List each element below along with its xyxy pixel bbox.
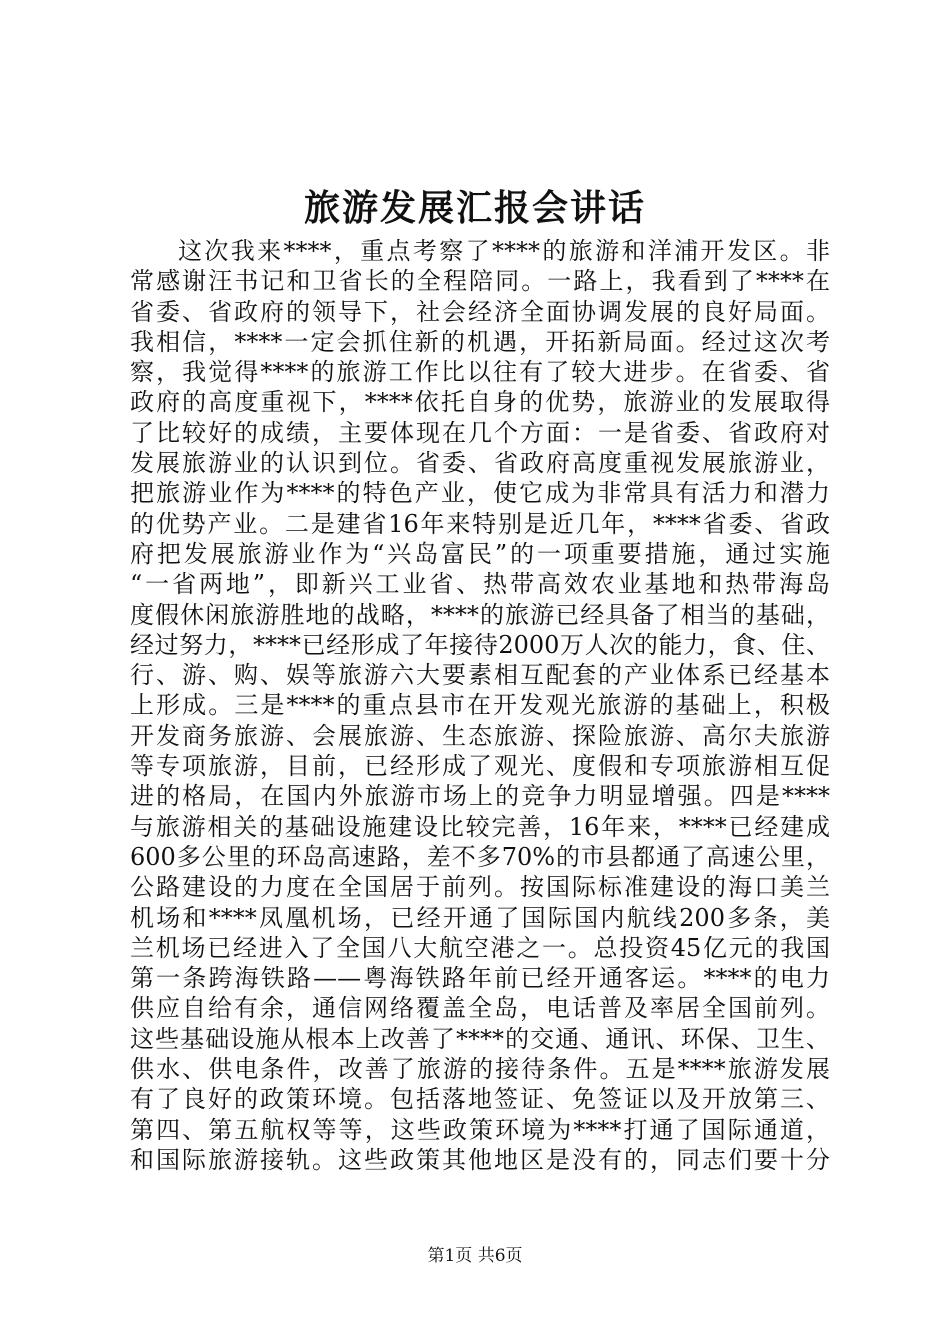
body-line: 把旅游业作为****的特色产业，使它成为非常具有活力和潜力 (130, 479, 830, 508)
body-line: 600多公里的环岛高速路，差不多70%的市县都通了高速公里， (130, 842, 830, 871)
body-line: 这次我来****，重点考察了****的旅游和洋浦开发区。非 (178, 237, 830, 265)
page-footer: 第1页 共6页 (427, 1246, 523, 1266)
body-line: 的优势产业。二是建省16年来特别是近几年，****省委、省政 (130, 509, 830, 538)
document-title: 旅游发展汇报会讲话 (303, 187, 646, 229)
body-line: 省委、省政府的领导下，社会经济全面协调发展的良好局面。 (130, 297, 830, 326)
body-line: 了比较好的成绩，主要体现在几个方面：一是省委、省政府对 (130, 418, 830, 447)
body-line: “一省两地”，即新兴工业省、热带高效农业基地和热带海岛 (130, 570, 830, 599)
body-line: 发展旅游业的认识到位。省委、省政府高度重视发展旅游业， (130, 449, 830, 478)
body-line: 行、游、购、娱等旅游六大要素相互配套的产业体系已经基本 (130, 661, 830, 690)
body-line: 第四、第五航权等等，这些政策环境为****打通了国际通道， (130, 1115, 830, 1144)
body-line: 这些基础设施从根本上改善了****的交通、通讯、环保、卫生、 (130, 1024, 830, 1053)
body-line: 开发商务旅游、会展旅游、生态旅游、探险旅游、高尔夫旅游 (130, 721, 830, 750)
body-line: 上形成。三是****的重点县市在开发观光旅游的基础上，积极 (130, 691, 830, 720)
body-line: 有了良好的政策环境。包括落地签证、免签证以及开放第三、 (130, 1085, 830, 1114)
body-line: 公路建设的力度在全国居于前列。按国际标准建设的海口美兰 (130, 873, 830, 902)
body-line: 机场和****凤凰机场，已经开通了国际国内航线200多条，美 (130, 903, 830, 932)
body-line: 经过努力，****已经形成了年接待2000万人次的能力，食、住、 (130, 630, 830, 659)
body-line: 与旅游相关的基础设施建设比较完善，16年来，****已经建成 (130, 812, 830, 841)
document-body (130, 236, 830, 1175)
body-line: 供应自给有余，通信网络覆盖全岛，电话普及率居全国前列。 (130, 994, 830, 1023)
body-line: 度假休闲旅游胜地的战略，****的旅游已经具备了相当的基础， (130, 600, 830, 629)
body-line: 进的格局，在国内外旅游市场上的竞争力明显增强。四是**** (130, 782, 830, 811)
body-line: 第一条跨海铁路——粤海铁路年前已经开通客运。****的电力 (130, 964, 830, 993)
body-line: 常感谢汪书记和卫省长的全程陪同。一路上，我看到了****在 (130, 267, 830, 296)
body-line: 政府的高度重视下，****依托自身的优势，旅游业的发展取得 (130, 388, 830, 417)
body-line: 和国际旅游接轨。这些政策其他地区是没有的，同志们要十分 (130, 1145, 830, 1174)
body-line: 我相信，****一定会抓住新的机遇，开拓新局面。经过这次考 (130, 327, 830, 356)
body-line: 府把发展旅游业作为“兴岛富民”的一项重要措施，通过实施 (130, 539, 830, 568)
body-line: 等专项旅游，目前，已经形成了观光、度假和专项旅游相互促 (130, 752, 830, 781)
body-line: 兰机场已经进入了全国八大航空港之一。总投资45亿元的我国 (130, 933, 830, 962)
body-line: 供水、供电条件，改善了旅游的接待条件。五是****旅游发展 (130, 1055, 830, 1084)
body-line: 察，我觉得****的旅游工作比以往有了较大进步。在省委、省 (130, 358, 830, 387)
